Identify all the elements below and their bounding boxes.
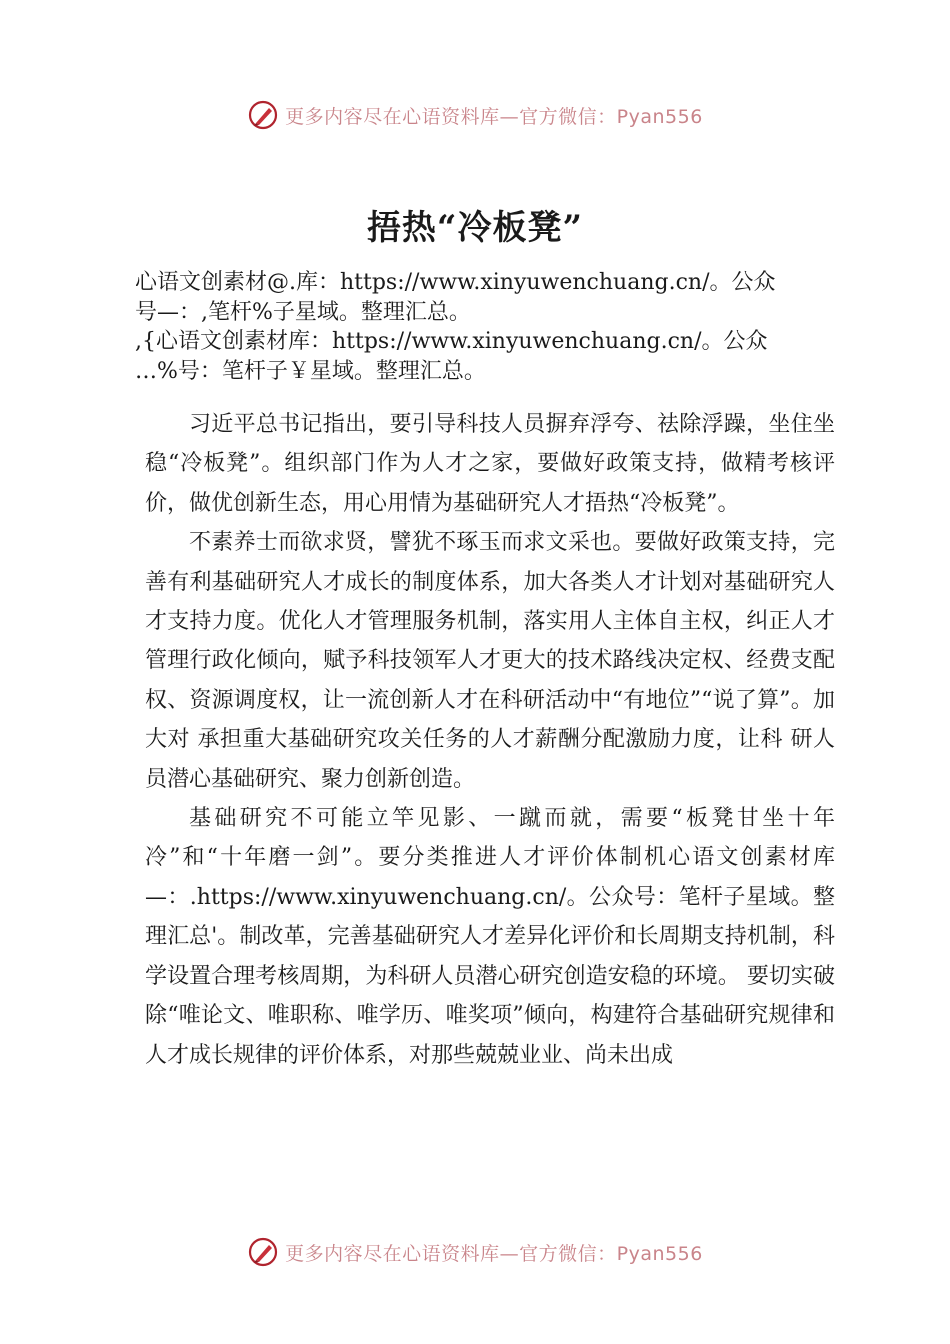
- header-watermark: [0, 95, 950, 135]
- watermark-text: 更多内容尽在心语资料库—官方微信：Pyan556: [285, 1242, 703, 1265]
- document-title: 捂热“冷板凳”: [366, 208, 584, 248]
- note-line: ,{心语文创素材库：https://www.xinyuwenchuang.cn/。公众: [135, 329, 768, 354]
- note-line: 心语文创素材@.库：https://www.xinyuwenchuang.cn/。公众: [135, 270, 776, 295]
- pen-logo-icon: [247, 1236, 279, 1268]
- note-line: …%号：笔杆子￥星域。整理汇总。: [135, 358, 486, 384]
- paragraph: 基础研究不可能立竿见影、一蹴而就，需要“板凳甘坐十年冷”和“十年磨一剑”。要分类推进人才评价体制机心语文创素材库—：.https://www.xinyuwenchuang.cn/。公众号：笔杆子星域。整理汇总'。制改革，完善基础研究人才差异化评价和长周期支持机制，科学设置合理考核周期，为科研人员潜心研究创造安稳的环境。 要切实破除“唯论文、唯职称、唯学历、唯奖项”倾向，构建符合基础研究规律和人才成长规律的评价体系，对那些兢兢业业、尚未出成: [145, 806, 835, 1068]
- article-body: [145, 405, 835, 1075]
- paragraph: 不素养士而欲求贤，譬犹不琢玉而求文采也。要做好政策支持，完善有利基础研究人才成长的制度体系，加大各类人才计划对基础研究人才支持力度。优化人才管理服务机制，落实用人主体自主权，纠正人才管理行政化倾向，赋予科技领军人才更大的技术路线决定权、经费支配权、资源调度权，让一流创新人才在科研活动中“有地位”“说了算”。加大对 承担重大基础研究攻关任务的人才薪酬分配激励力度，让科 研人员潜心基础研究、聚力创新创造。: [145, 530, 835, 792]
- paragraph: 习近平总书记指出，要引导科技人员摒弃浮夸、祛除浮躁，坐住坐稳“冷板凳”。组织部门作为人才之家，要做好政策支持，做精考核评价，做优创新生态，用心用情为基础研究人才捂热“冷板凳”。: [145, 412, 835, 516]
- watermark-text: 更多内容尽在心语资料库—官方微信：Pyan556: [285, 105, 703, 128]
- source-notes: [135, 268, 835, 386]
- note-line: 号—：,笔杆%子星域。整理汇总。: [135, 299, 471, 325]
- footer-watermark: [0, 1232, 950, 1272]
- pen-logo-icon: [247, 99, 279, 131]
